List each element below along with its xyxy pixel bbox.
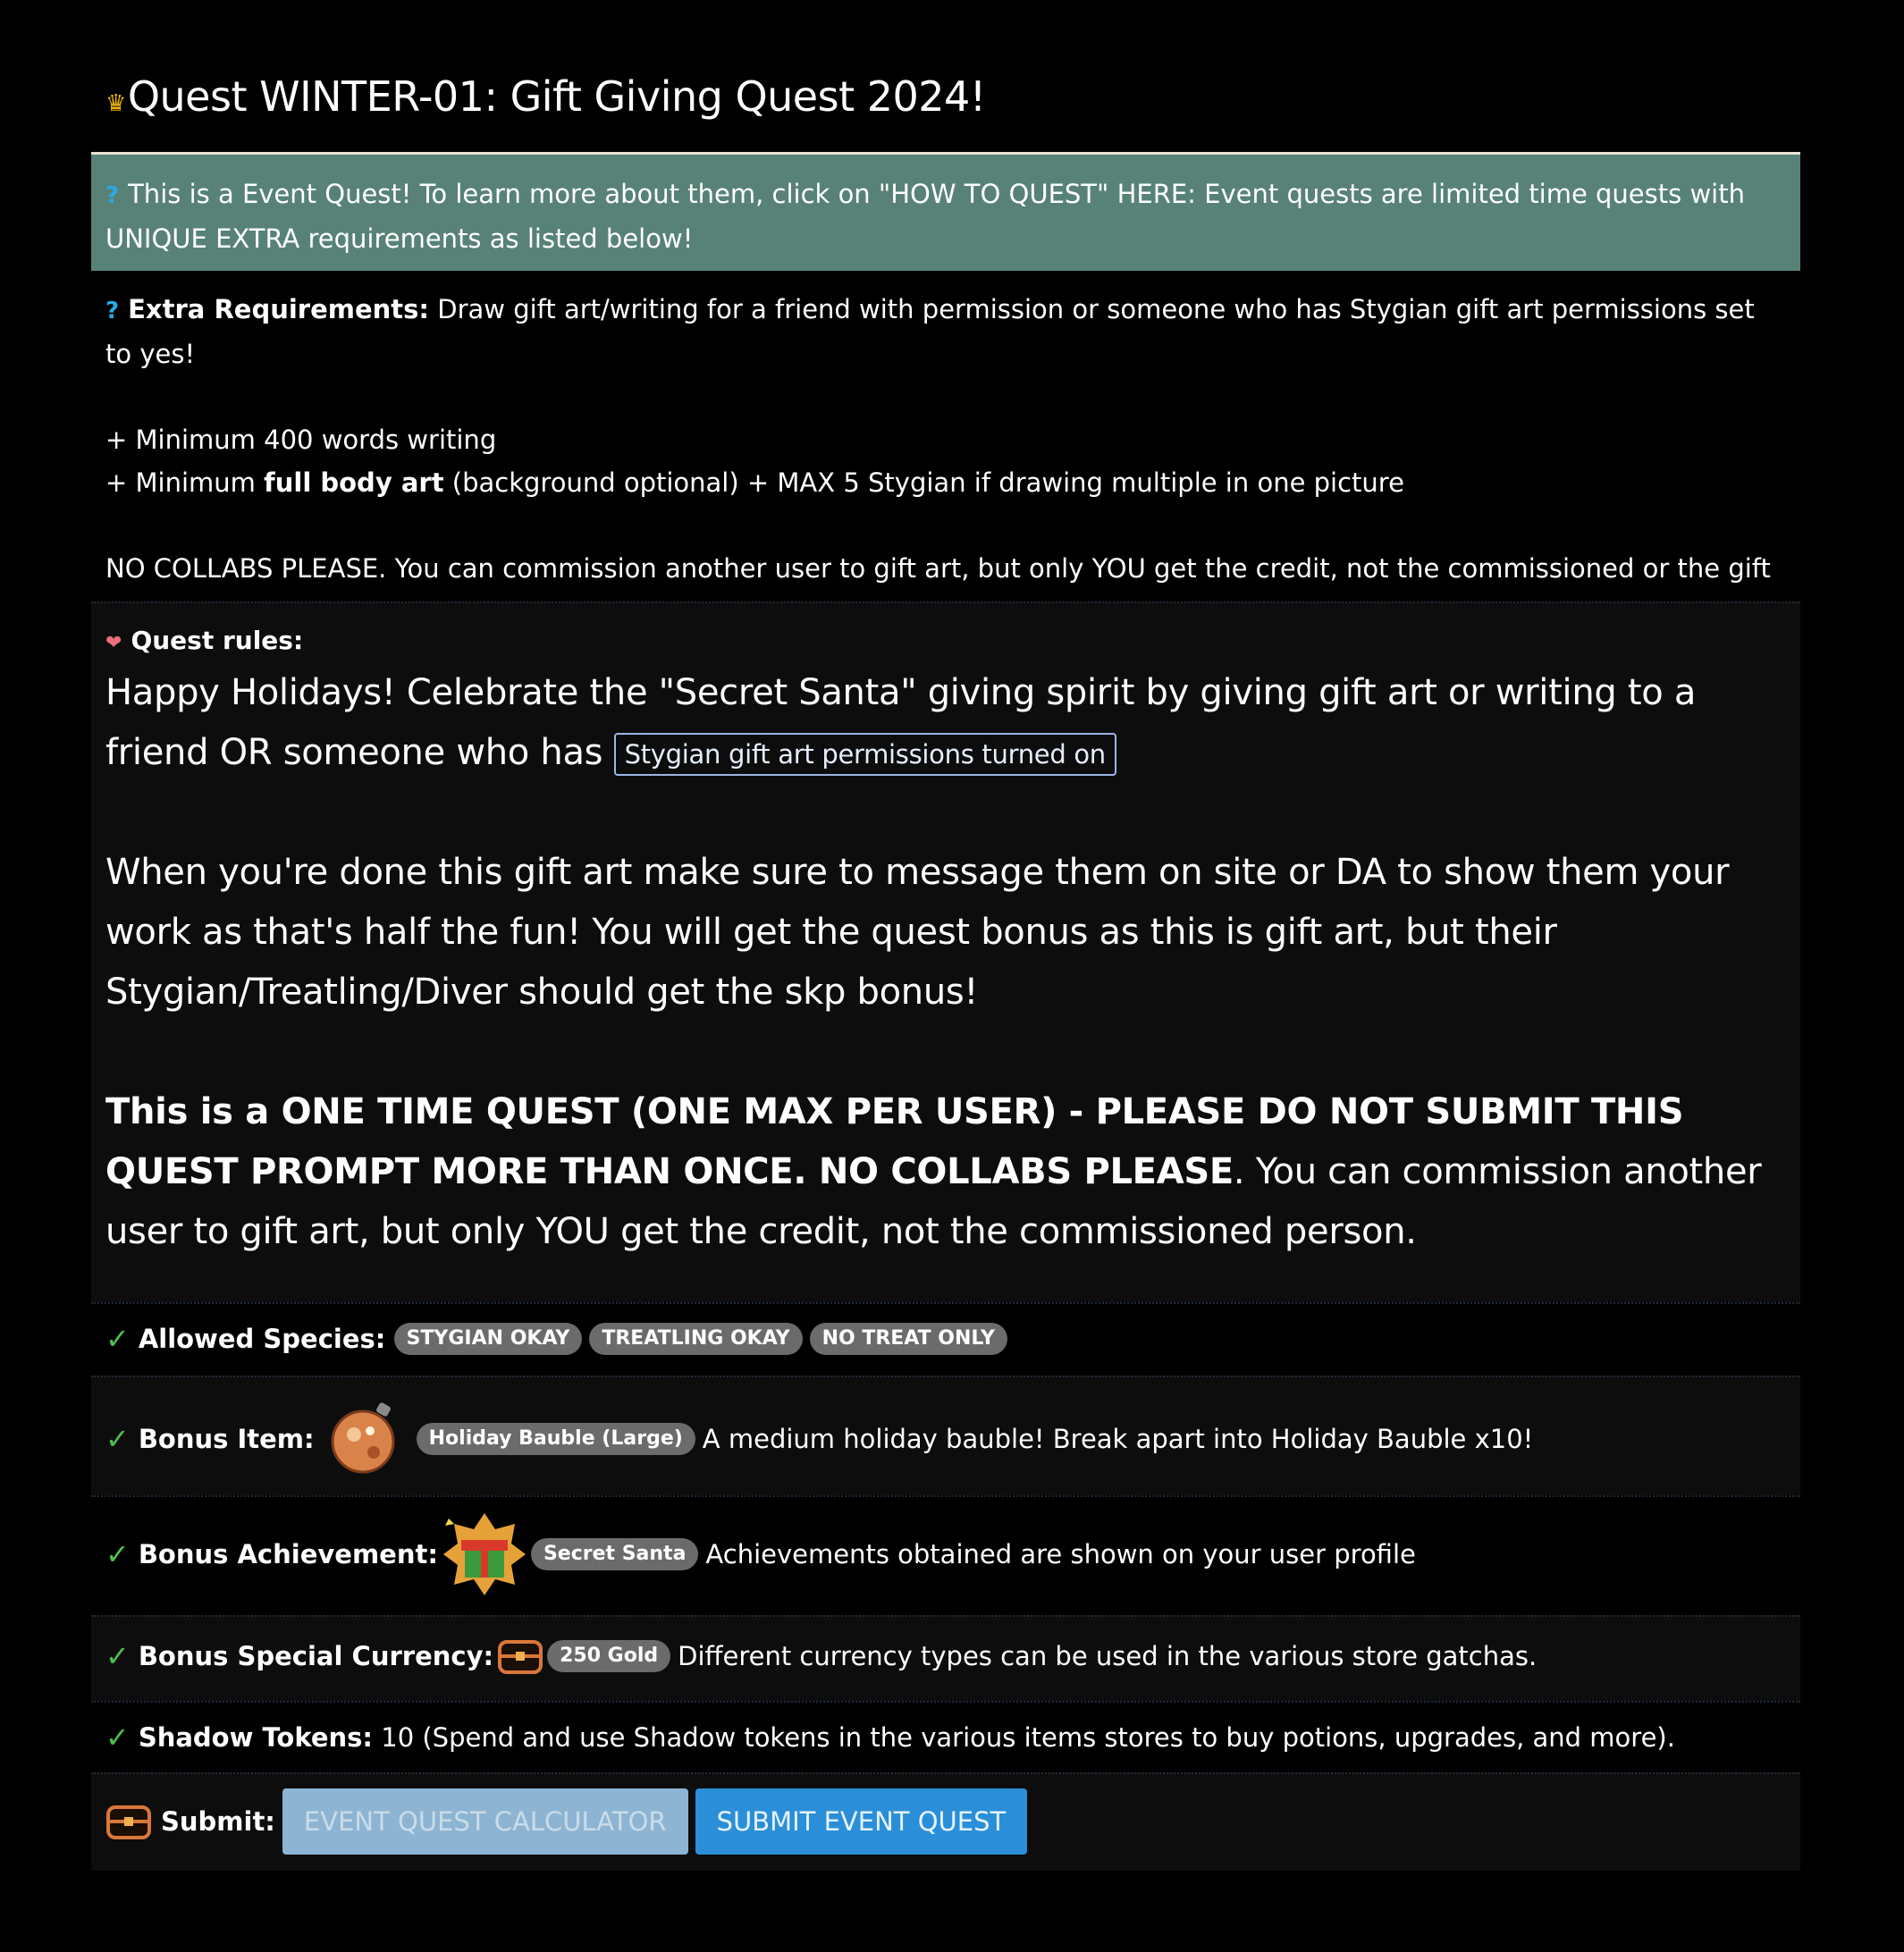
- check-icon: ✓: [105, 1537, 130, 1571]
- rules-paragraph: This is a ONE TIME QUEST (ONE MAX PER USER) - PLEASE DO NOT SUBMIT THIS QUEST PROMPT MORE THAN ONCE. NO COLLABS PLEASE. You can commission another user to gift art, but only YOU get the credit, not the commissioned person.: [105, 1091, 1762, 1252]
- treasure-chest-icon: [497, 1636, 543, 1676]
- crown-icon: ♛: [105, 90, 126, 117]
- submit-label: Submit:: [161, 1806, 275, 1837]
- quest-rules: [91, 602, 1800, 1302]
- allowed-species-label: Allowed Species:: [138, 1324, 386, 1354]
- bonus-currency-row: [91, 1615, 1800, 1701]
- event-quest-calculator-button[interactable]: EVENT QUEST CALCULATOR: [282, 1788, 688, 1855]
- quest-rules-label: Quest rules:: [131, 626, 304, 655]
- bonus-item-description: A medium holiday bauble! Break apart into Holiday Bauble x10!: [702, 1424, 1534, 1454]
- species-tag: TREATLING OKAY: [589, 1323, 802, 1355]
- shadow-tokens-row: [91, 1701, 1800, 1772]
- bonus-item-name[interactable]: Holiday Bauble (Large): [417, 1423, 695, 1455]
- bonus-achievement-description: Achievements obtained are shown on your user profile: [705, 1539, 1416, 1569]
- page-title: ♛Quest WINTER-01: Gift Giving Quest 2024!: [105, 72, 986, 121]
- bonus-achievement-name[interactable]: Secret Santa: [531, 1538, 698, 1570]
- question-icon: ?: [105, 298, 120, 324]
- rules-paragraph: Happy Holidays! Celebrate the "Secret Santa" giving spirit by giving gift art or writing to a friend OR someone who has Stygian gift art permissions turned on: [105, 663, 1786, 783]
- holiday-bauble-icon[interactable]: [325, 1401, 411, 1477]
- bonus-currency-name: 250 Gold: [547, 1640, 670, 1672]
- check-icon: ✓: [105, 1422, 130, 1456]
- bonus-achievement-row: [91, 1495, 1800, 1615]
- submit-row: [91, 1772, 1800, 1871]
- question-icon: ?: [105, 182, 120, 209]
- requirement-line: + Minimum 400 words writing: [105, 425, 497, 455]
- extra-requirements: [105, 288, 1786, 633]
- submit-event-quest-button[interactable]: SUBMIT EVENT QUEST: [695, 1788, 1028, 1855]
- heart-icon: ❤: [105, 632, 122, 654]
- requirement-note: NO COLLABS PLEASE. You can commission another user to gift art, but only YOU get the credit, not the commissioned or the gift: [105, 553, 1771, 584]
- rules-paragraph: When you're done this gift art make sure to message them on site or DA to show them your work as that's half the fun! You will get the quest bonus as this is gift art, but their Stygian/Treatling/Diver should get the skp bonus!: [105, 852, 1730, 1013]
- requirement-line: + Minimum full body art (background optional) + MAX 5 Stygian if drawing multiple in one picture: [105, 467, 1404, 498]
- species-tag: STYGIAN OKAY: [394, 1323, 583, 1355]
- check-icon: ✓: [105, 1322, 130, 1356]
- bonus-currency-description: Different currency types can be used in the various store gatchas.: [678, 1641, 1538, 1671]
- bonus-currency-label: Bonus Special Currency:: [138, 1641, 494, 1671]
- bonus-item-label: Bonus Item:: [138, 1424, 315, 1454]
- bonus-item-row: [91, 1376, 1800, 1495]
- check-icon: ✓: [105, 1639, 130, 1673]
- event-quest-alert[interactable]: [91, 155, 1800, 271]
- gift-achievement-icon[interactable]: [442, 1511, 527, 1597]
- treasure-chest-icon: [105, 1802, 152, 1841]
- bonus-achievement-label: Bonus Achievement:: [138, 1539, 438, 1569]
- extra-requirements-text: Draw gift art/writing for a friend with permission or someone who has Stygian gift art permissions set to yes!: [105, 294, 1755, 369]
- gift-permissions-link[interactable]: Stygian gift art permissions turned on: [614, 733, 1116, 776]
- allowed-species-row: [91, 1302, 1800, 1376]
- extra-requirements-label: Extra Requirements:: [128, 294, 430, 324]
- check-icon: ✓: [105, 1721, 130, 1754]
- shadow-tokens-label: Shadow Tokens:: [138, 1722, 374, 1753]
- alert-text: This is a Event Quest! To learn more about them, click on "HOW TO QUEST" HERE: Event quests are limited time quests with UNIQUE EXTRA requirements as listed below!: [105, 179, 1745, 254]
- species-tag: NO TREAT ONLY: [810, 1323, 1007, 1355]
- shadow-tokens-text: 10 (Spend and use Shadow tokens in the various items stores to buy potions, upgrades, and more).: [381, 1722, 1675, 1753]
